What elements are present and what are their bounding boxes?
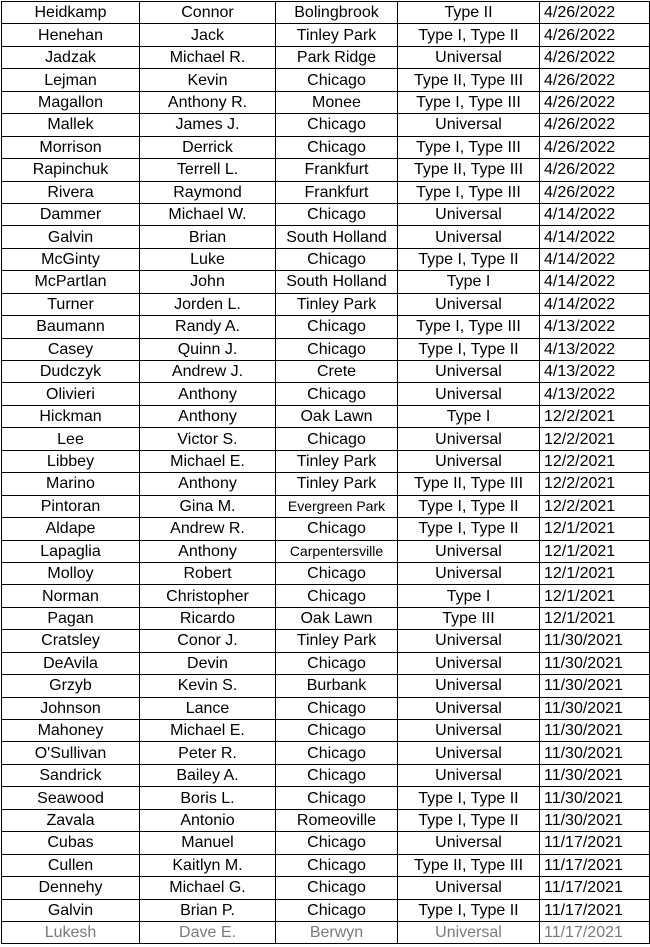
first-name-cell: Devin bbox=[140, 652, 276, 674]
type-cell: Universal bbox=[398, 540, 540, 562]
first-name-cell: Andrew J. bbox=[140, 361, 276, 383]
table-row bbox=[2, 405, 650, 427]
city-cell: Romeoville bbox=[276, 809, 398, 831]
city-cell: Tinley Park bbox=[276, 293, 398, 315]
city-cell: Chicago bbox=[276, 877, 398, 899]
date-cell: 12/2/2021 bbox=[540, 405, 650, 427]
date-cell: 4/14/2022 bbox=[540, 248, 650, 270]
date-cell: 4/26/2022 bbox=[540, 46, 650, 68]
last-name-cell: Heidkamp bbox=[2, 2, 140, 24]
type-cell: Type II, Type III bbox=[398, 473, 540, 495]
certification-table bbox=[1, 1, 650, 944]
table-row bbox=[2, 361, 650, 383]
first-name-cell: Manuel bbox=[140, 832, 276, 854]
date-cell: 12/2/2021 bbox=[540, 428, 650, 450]
last-name-cell: Rivera bbox=[2, 181, 140, 203]
type-cell: Type I, Type II bbox=[398, 248, 540, 270]
table-row bbox=[2, 585, 650, 607]
first-name-cell: Randy A. bbox=[140, 316, 276, 338]
last-name-cell: Lejman bbox=[2, 69, 140, 91]
last-name-cell: Jadzak bbox=[2, 46, 140, 68]
date-cell: 11/17/2021 bbox=[540, 832, 650, 854]
table-row bbox=[2, 271, 650, 293]
type-cell: Universal bbox=[398, 450, 540, 472]
date-cell: 4/13/2022 bbox=[540, 316, 650, 338]
table-row bbox=[2, 293, 650, 315]
last-name-cell: Mahoney bbox=[2, 720, 140, 742]
table-row bbox=[2, 742, 650, 764]
date-cell: 4/26/2022 bbox=[540, 69, 650, 91]
city-cell: Chicago bbox=[276, 697, 398, 719]
date-cell: 11/30/2021 bbox=[540, 675, 650, 697]
last-name-cell: Rapinchuk bbox=[2, 159, 140, 181]
table-row bbox=[2, 562, 650, 584]
last-name-cell: Norman bbox=[2, 585, 140, 607]
last-name-cell: Galvin bbox=[2, 899, 140, 921]
type-cell: Universal bbox=[398, 203, 540, 225]
date-cell: 4/26/2022 bbox=[540, 159, 650, 181]
last-name-cell: Aldape bbox=[2, 518, 140, 540]
city-cell: Chicago bbox=[276, 787, 398, 809]
city-cell: Frankfurt bbox=[276, 159, 398, 181]
date-cell: 11/30/2021 bbox=[540, 720, 650, 742]
first-name-cell: Lance bbox=[140, 697, 276, 719]
type-cell: Type I bbox=[398, 271, 540, 293]
first-name-cell: Conor J. bbox=[140, 630, 276, 652]
first-name-cell: Michael E. bbox=[140, 720, 276, 742]
last-name-cell: Mallek bbox=[2, 114, 140, 136]
last-name-cell: Magallon bbox=[2, 91, 140, 113]
type-cell: Type II, Type III bbox=[398, 854, 540, 876]
city-cell: Berwyn bbox=[276, 921, 398, 943]
last-name-cell: Libbey bbox=[2, 450, 140, 472]
first-name-cell: John bbox=[140, 271, 276, 293]
table-row bbox=[2, 316, 650, 338]
first-name-cell: Jorden L. bbox=[140, 293, 276, 315]
type-cell: Universal bbox=[398, 675, 540, 697]
date-cell: 11/17/2021 bbox=[540, 921, 650, 943]
first-name-cell: Anthony bbox=[140, 473, 276, 495]
last-name-cell: DeAvila bbox=[2, 652, 140, 674]
table-row bbox=[2, 203, 650, 225]
last-name-cell: Hickman bbox=[2, 405, 140, 427]
date-cell: 11/17/2021 bbox=[540, 877, 650, 899]
table-row bbox=[2, 473, 650, 495]
city-cell: Chicago bbox=[276, 899, 398, 921]
city-cell: Chicago bbox=[276, 338, 398, 360]
first-name-cell: Victor S. bbox=[140, 428, 276, 450]
table-row bbox=[2, 46, 650, 68]
first-name-cell: Derrick bbox=[140, 136, 276, 158]
first-name-cell: Brian P. bbox=[140, 899, 276, 921]
table-body bbox=[2, 2, 650, 944]
date-cell: 4/14/2022 bbox=[540, 271, 650, 293]
last-name-cell: Lapaglia bbox=[2, 540, 140, 562]
city-cell: Chicago bbox=[276, 203, 398, 225]
type-cell: Type II, Type III bbox=[398, 159, 540, 181]
first-name-cell: Kaitlyn M. bbox=[140, 854, 276, 876]
city-cell: Chicago bbox=[276, 854, 398, 876]
table-row bbox=[2, 136, 650, 158]
table-row bbox=[2, 383, 650, 405]
type-cell: Universal bbox=[398, 383, 540, 405]
first-name-cell: Ricardo bbox=[140, 607, 276, 629]
city-cell: Chicago bbox=[276, 562, 398, 584]
city-cell: Chicago bbox=[276, 114, 398, 136]
type-cell: Type I, Type II bbox=[398, 24, 540, 46]
table-row bbox=[2, 159, 650, 181]
type-cell: Universal bbox=[398, 114, 540, 136]
table-row bbox=[2, 720, 650, 742]
date-cell: 11/30/2021 bbox=[540, 630, 650, 652]
first-name-cell: Luke bbox=[140, 248, 276, 270]
date-cell: 11/17/2021 bbox=[540, 899, 650, 921]
city-cell: Chicago bbox=[276, 585, 398, 607]
first-name-cell: Anthony bbox=[140, 540, 276, 562]
type-cell: Type I, Type II bbox=[398, 809, 540, 831]
city-cell: Crete bbox=[276, 361, 398, 383]
type-cell: Type I, Type II bbox=[398, 899, 540, 921]
city-cell: South Holland bbox=[276, 271, 398, 293]
city-cell: Monee bbox=[276, 91, 398, 113]
date-cell: 11/30/2021 bbox=[540, 809, 650, 831]
date-cell: 11/30/2021 bbox=[540, 787, 650, 809]
date-cell: 4/13/2022 bbox=[540, 338, 650, 360]
date-cell: 11/30/2021 bbox=[540, 697, 650, 719]
type-cell: Universal bbox=[398, 226, 540, 248]
last-name-cell: Zavala bbox=[2, 809, 140, 831]
first-name-cell: Andrew R. bbox=[140, 518, 276, 540]
table-row bbox=[2, 248, 650, 270]
table-row bbox=[2, 675, 650, 697]
type-cell: Type II, Type III bbox=[398, 69, 540, 91]
last-name-cell: Cullen bbox=[2, 854, 140, 876]
first-name-cell: Bailey A. bbox=[140, 764, 276, 786]
last-name-cell: O'Sullivan bbox=[2, 742, 140, 764]
type-cell: Universal bbox=[398, 877, 540, 899]
first-name-cell: Michael E. bbox=[140, 450, 276, 472]
type-cell: Type I, Type III bbox=[398, 136, 540, 158]
date-cell: 11/17/2021 bbox=[540, 854, 650, 876]
last-name-cell: Lukesh bbox=[2, 921, 140, 943]
last-name-cell: Casey bbox=[2, 338, 140, 360]
first-name-cell: Christopher bbox=[140, 585, 276, 607]
table-row bbox=[2, 2, 650, 24]
type-cell: Universal bbox=[398, 46, 540, 68]
table-row bbox=[2, 518, 650, 540]
date-cell: 12/2/2021 bbox=[540, 495, 650, 517]
date-cell: 4/26/2022 bbox=[540, 181, 650, 203]
first-name-cell: Kevin S. bbox=[140, 675, 276, 697]
date-cell: 12/1/2021 bbox=[540, 540, 650, 562]
table-row bbox=[2, 450, 650, 472]
table-row bbox=[2, 809, 650, 831]
city-cell: Evergreen Park bbox=[276, 495, 398, 517]
city-cell: Chicago bbox=[276, 69, 398, 91]
first-name-cell: Raymond bbox=[140, 181, 276, 203]
type-cell: Universal bbox=[398, 742, 540, 764]
table-row bbox=[2, 24, 650, 46]
last-name-cell: Morrison bbox=[2, 136, 140, 158]
table-row bbox=[2, 921, 650, 943]
last-name-cell: Henehan bbox=[2, 24, 140, 46]
date-cell: 4/26/2022 bbox=[540, 114, 650, 136]
city-cell: Chicago bbox=[276, 518, 398, 540]
type-cell: Type I, Type II bbox=[398, 518, 540, 540]
type-cell: Type I, Type II bbox=[398, 787, 540, 809]
type-cell: Universal bbox=[398, 428, 540, 450]
city-cell: Chicago bbox=[276, 720, 398, 742]
first-name-cell: Kevin bbox=[140, 69, 276, 91]
first-name-cell: Boris L. bbox=[140, 787, 276, 809]
type-cell: Universal bbox=[398, 562, 540, 584]
last-name-cell: Sandrick bbox=[2, 764, 140, 786]
table-row bbox=[2, 877, 650, 899]
table-row bbox=[2, 652, 650, 674]
first-name-cell: Antonio bbox=[140, 809, 276, 831]
type-cell: Universal bbox=[398, 921, 540, 943]
last-name-cell: Dennehy bbox=[2, 877, 140, 899]
city-cell: Park Ridge bbox=[276, 46, 398, 68]
date-cell: 4/13/2022 bbox=[540, 383, 650, 405]
date-cell: 4/14/2022 bbox=[540, 226, 650, 248]
table-row bbox=[2, 540, 650, 562]
first-name-cell: Peter R. bbox=[140, 742, 276, 764]
date-cell: 11/30/2021 bbox=[540, 742, 650, 764]
city-cell: Chicago bbox=[276, 652, 398, 674]
table-row bbox=[2, 899, 650, 921]
last-name-cell: McPartlan bbox=[2, 271, 140, 293]
first-name-cell: Brian bbox=[140, 226, 276, 248]
last-name-cell: Galvin bbox=[2, 226, 140, 248]
type-cell: Universal bbox=[398, 361, 540, 383]
table-row bbox=[2, 697, 650, 719]
city-cell: Chicago bbox=[276, 742, 398, 764]
date-cell: 12/1/2021 bbox=[540, 562, 650, 584]
table-row bbox=[2, 114, 650, 136]
city-cell: Chicago bbox=[276, 764, 398, 786]
type-cell: Type II bbox=[398, 2, 540, 24]
city-cell: Chicago bbox=[276, 248, 398, 270]
type-cell: Type III bbox=[398, 607, 540, 629]
date-cell: 4/26/2022 bbox=[540, 2, 650, 24]
first-name-cell: Connor bbox=[140, 2, 276, 24]
table-row bbox=[2, 181, 650, 203]
table-row bbox=[2, 91, 650, 113]
last-name-cell: Marino bbox=[2, 473, 140, 495]
type-cell: Universal bbox=[398, 720, 540, 742]
last-name-cell: Olivieri bbox=[2, 383, 140, 405]
last-name-cell: Seawood bbox=[2, 787, 140, 809]
first-name-cell: Gina M. bbox=[140, 495, 276, 517]
table-row bbox=[2, 607, 650, 629]
type-cell: Universal bbox=[398, 652, 540, 674]
last-name-cell: Baumann bbox=[2, 316, 140, 338]
city-cell: Tinley Park bbox=[276, 24, 398, 46]
first-name-cell: Anthony bbox=[140, 383, 276, 405]
first-name-cell: Dave E. bbox=[140, 921, 276, 943]
date-cell: 12/2/2021 bbox=[540, 473, 650, 495]
city-cell: Chicago bbox=[276, 428, 398, 450]
last-name-cell: Lee bbox=[2, 428, 140, 450]
type-cell: Type I, Type III bbox=[398, 316, 540, 338]
city-cell: South Holland bbox=[276, 226, 398, 248]
first-name-cell: Michael G. bbox=[140, 877, 276, 899]
first-name-cell: Anthony R. bbox=[140, 91, 276, 113]
last-name-cell: Pagan bbox=[2, 607, 140, 629]
city-cell: Tinley Park bbox=[276, 473, 398, 495]
date-cell: 11/30/2021 bbox=[540, 764, 650, 786]
table-row bbox=[2, 338, 650, 360]
last-name-cell: Dammer bbox=[2, 203, 140, 225]
date-cell: 12/1/2021 bbox=[540, 518, 650, 540]
city-cell: Bolingbrook bbox=[276, 2, 398, 24]
city-cell: Burbank bbox=[276, 675, 398, 697]
date-cell: 4/26/2022 bbox=[540, 136, 650, 158]
type-cell: Universal bbox=[398, 630, 540, 652]
type-cell: Universal bbox=[398, 293, 540, 315]
table-row bbox=[2, 630, 650, 652]
table-row bbox=[2, 832, 650, 854]
last-name-cell: McGinty bbox=[2, 248, 140, 270]
city-cell: Chicago bbox=[276, 316, 398, 338]
date-cell: 4/14/2022 bbox=[540, 293, 650, 315]
date-cell: 12/2/2021 bbox=[540, 450, 650, 472]
city-cell: Chicago bbox=[276, 832, 398, 854]
city-cell: Frankfurt bbox=[276, 181, 398, 203]
type-cell: Type I bbox=[398, 405, 540, 427]
type-cell: Universal bbox=[398, 764, 540, 786]
last-name-cell: Turner bbox=[2, 293, 140, 315]
first-name-cell: Michael W. bbox=[140, 203, 276, 225]
city-cell: Carpentersville bbox=[276, 540, 398, 562]
last-name-cell: Grzyb bbox=[2, 675, 140, 697]
table-row bbox=[2, 226, 650, 248]
type-cell: Type I, Type III bbox=[398, 181, 540, 203]
first-name-cell: Anthony bbox=[140, 405, 276, 427]
last-name-cell: Dudczyk bbox=[2, 361, 140, 383]
type-cell: Universal bbox=[398, 832, 540, 854]
city-cell: Tinley Park bbox=[276, 630, 398, 652]
table-row bbox=[2, 854, 650, 876]
first-name-cell: Terrell L. bbox=[140, 159, 276, 181]
last-name-cell: Cubas bbox=[2, 832, 140, 854]
date-cell: 4/26/2022 bbox=[540, 24, 650, 46]
type-cell: Type I bbox=[398, 585, 540, 607]
date-cell: 4/14/2022 bbox=[540, 203, 650, 225]
table-row bbox=[2, 764, 650, 786]
last-name-cell: Johnson bbox=[2, 697, 140, 719]
date-cell: 11/30/2021 bbox=[540, 652, 650, 674]
date-cell: 12/1/2021 bbox=[540, 607, 650, 629]
date-cell: 12/1/2021 bbox=[540, 585, 650, 607]
date-cell: 4/13/2022 bbox=[540, 361, 650, 383]
type-cell: Type I, Type III bbox=[398, 91, 540, 113]
first-name-cell: Quinn J. bbox=[140, 338, 276, 360]
last-name-cell: Molloy bbox=[2, 562, 140, 584]
city-cell: Oak Lawn bbox=[276, 405, 398, 427]
city-cell: Chicago bbox=[276, 383, 398, 405]
table-row bbox=[2, 787, 650, 809]
table-row bbox=[2, 495, 650, 517]
city-cell: Chicago bbox=[276, 136, 398, 158]
last-name-cell: Pintoran bbox=[2, 495, 140, 517]
date-cell: 4/26/2022 bbox=[540, 91, 650, 113]
last-name-cell: Cratsley bbox=[2, 630, 140, 652]
type-cell: Type I, Type II bbox=[398, 495, 540, 517]
first-name-cell: Robert bbox=[140, 562, 276, 584]
type-cell: Type I, Type II bbox=[398, 338, 540, 360]
city-cell: Tinley Park bbox=[276, 450, 398, 472]
first-name-cell: Jack bbox=[140, 24, 276, 46]
table-row bbox=[2, 428, 650, 450]
city-cell: Oak Lawn bbox=[276, 607, 398, 629]
table-row bbox=[2, 69, 650, 91]
first-name-cell: James J. bbox=[140, 114, 276, 136]
first-name-cell: Michael R. bbox=[140, 46, 276, 68]
type-cell: Universal bbox=[398, 697, 540, 719]
